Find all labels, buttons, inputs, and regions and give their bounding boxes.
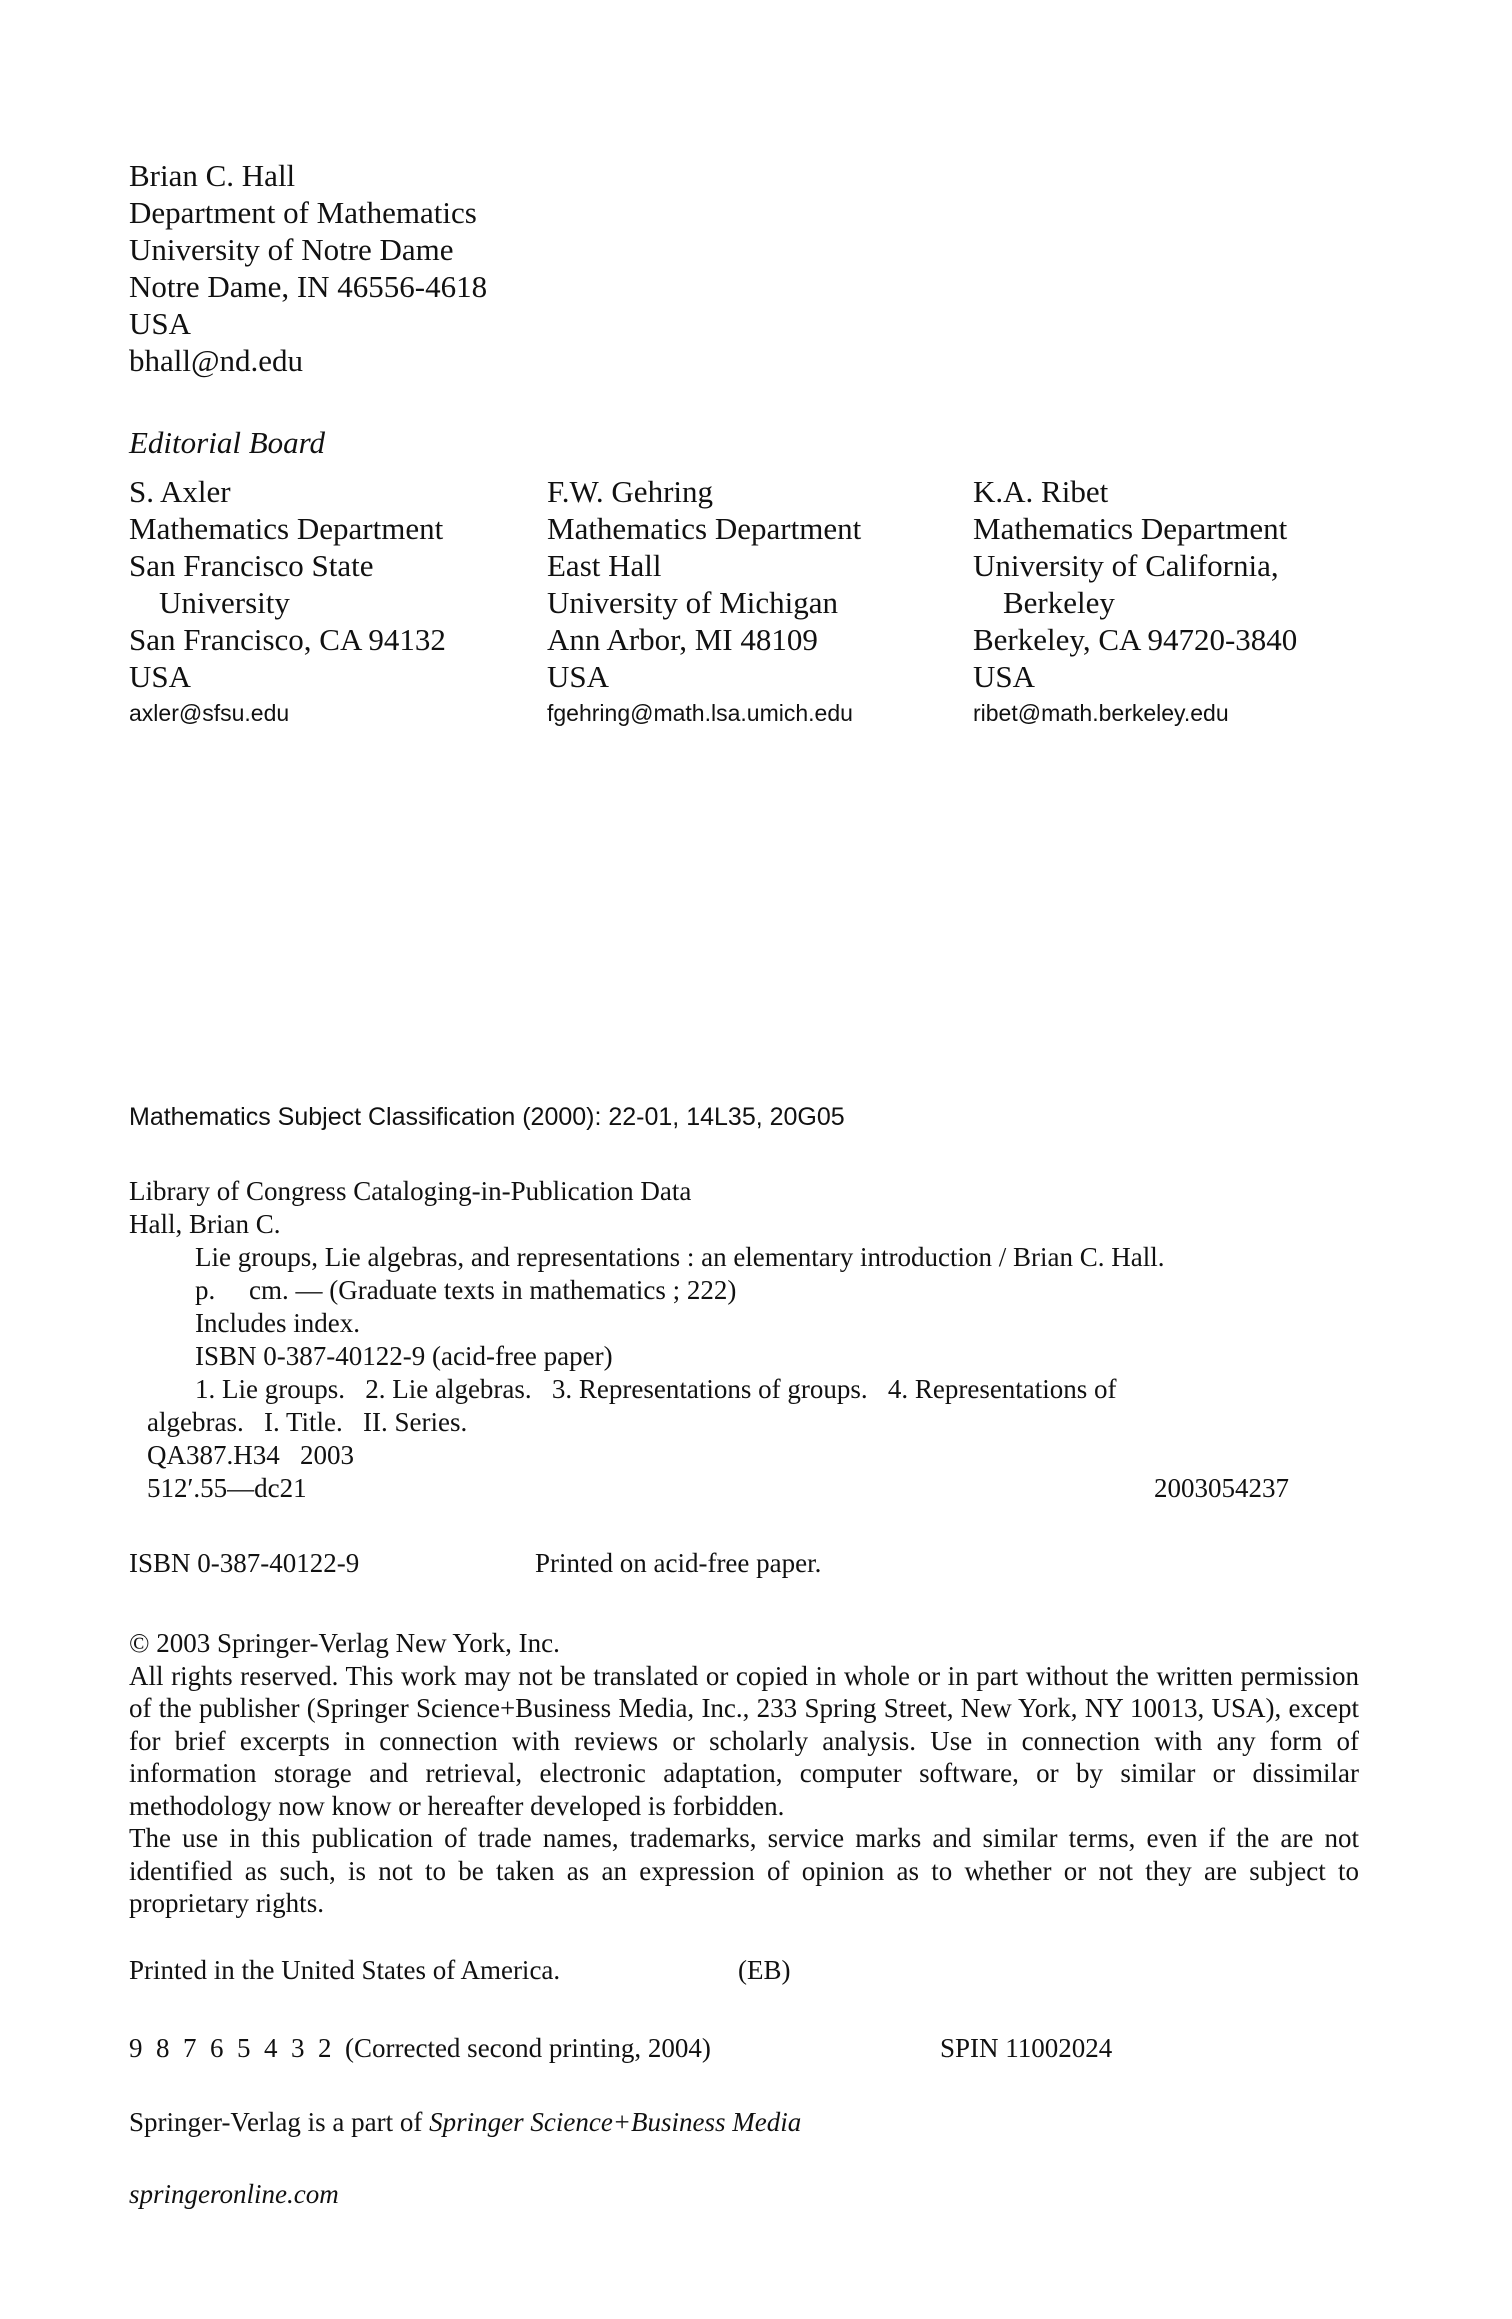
board-member-name: S. Axler [129, 474, 231, 509]
cip-index: Includes index. [195, 1308, 360, 1338]
board-member-country: USA [547, 659, 610, 694]
author-address [129, 157, 487, 379]
cip-isbn: ISBN 0-387-40122-9 (acid-free paper) [195, 1341, 613, 1371]
board-member-line: San Francisco State [129, 548, 374, 583]
springer-part-name: Springer Science+Business Media [429, 2107, 802, 2137]
board-member-country: USA [973, 659, 1036, 694]
board-member-axler [129, 473, 446, 732]
cip-subjects: 1. Lie groups. 2. Lie algebras. 3. Representations of groups. 4. Representations of [195, 1374, 1117, 1404]
board-member-ribet [973, 473, 1297, 732]
board-member-name: K.A. Ribet [973, 474, 1109, 509]
board-member-gehring [547, 473, 861, 732]
author-university: University of Notre Dame [129, 232, 454, 267]
board-member-line: Mathematics Department [129, 511, 444, 546]
board-member-line: Ann Arbor, MI 48109 [547, 622, 818, 657]
cip-subjects-cont: algebras. I. Title. II. Series. [147, 1407, 468, 1437]
board-member-email: axler@sfsu.edu [129, 700, 290, 726]
editorial-board-title: Editorial Board [129, 425, 326, 460]
board-member-line: University [159, 585, 290, 620]
isbn: ISBN 0-387-40122-9 [129, 1548, 360, 1578]
cip-title: Lie groups, Lie algebras, and representations : an elementary introduction / Brian C. Hall. [195, 1242, 1165, 1272]
springer-part-of [129, 2107, 801, 2138]
cip-series: p. cm. — (Graduate texts in mathematics ; 222) [195, 1275, 737, 1305]
subject-classification: Mathematics Subject Classification (2000): 22-01, 14L35, 20G05 [129, 1103, 845, 1131]
cip-data [129, 1175, 1289, 1505]
copyright-notice [129, 1627, 1359, 1920]
springer-part-prefix: Springer-Verlag is a part of [129, 2107, 430, 2137]
cip-call-number: QA387.H34 2003 [147, 1440, 354, 1470]
spin-number: SPIN 11002024 [940, 2033, 1113, 2063]
acid-free-note: Printed on acid-free paper. [535, 1548, 822, 1578]
rights-paragraph: All rights reserved. This work may not be translated or copied in whole or in part without the written permission of the publisher (Springer Science+Business Media, Inc., 233 Spring Street, New York, NY 10013, USA), except for brief excerpts in connection with reviews or scholarly analysis. Use in connection with any form of information storage and retrieval, electronic adaptation, computer software, or by similar or dissimilar methodology now know or hereafter developed is forbidden. [129, 1660, 1359, 1821]
cip-heading: Library of Congress Cataloging-in-Publication Data [129, 1176, 692, 1206]
board-member-line: University of California, [973, 548, 1279, 583]
author-department: Department of Mathematics [129, 195, 477, 230]
author-name: Brian C. Hall [129, 158, 296, 193]
printer-code: (EB) [738, 1955, 791, 1985]
author-email: bhall@nd.edu [129, 343, 304, 378]
board-member-country: USA [129, 659, 192, 694]
author-city: Notre Dame, IN 46556-4618 [129, 269, 488, 304]
cip-dewey: 512′.55—dc21 [147, 1473, 307, 1503]
cip-lccn: 2003054237 [1154, 1473, 1289, 1503]
board-member-line: East Hall [547, 548, 662, 583]
website: springeronline.com [129, 2179, 339, 2209]
author-country: USA [129, 306, 192, 341]
board-member-line: University of Michigan [547, 585, 839, 620]
board-member-line: San Francisco, CA 94132 [129, 622, 446, 657]
trademark-paragraph: The use in this publication of trade names, trademarks, service marks and similar terms, even if the are not identified as such, is not to be taken as an expression of opinion as to whether or not they are subject to proprietary rights. [129, 1823, 1359, 1918]
board-member-email: fgehring@math.lsa.umich.edu [547, 700, 853, 726]
board-member-line: Mathematics Department [547, 511, 862, 546]
board-member-line: Berkeley [1003, 585, 1115, 620]
copyright-line: © 2003 Springer-Verlag New York, Inc. [129, 1628, 560, 1658]
printing-line: 9 8 7 6 5 4 3 2 (Corrected second printing, 2004) [129, 2033, 711, 2063]
printed-in: Printed in the United States of America. [129, 1955, 561, 1985]
board-member-line: Mathematics Department [973, 511, 1288, 546]
cip-dewey-row [129, 1472, 1289, 1505]
board-member-line: Berkeley, CA 94720-3840 [973, 622, 1298, 657]
board-member-email: ribet@math.berkeley.edu [973, 700, 1229, 726]
cip-author: Hall, Brian C. [129, 1209, 281, 1239]
board-member-name: F.W. Gehring [547, 474, 714, 509]
